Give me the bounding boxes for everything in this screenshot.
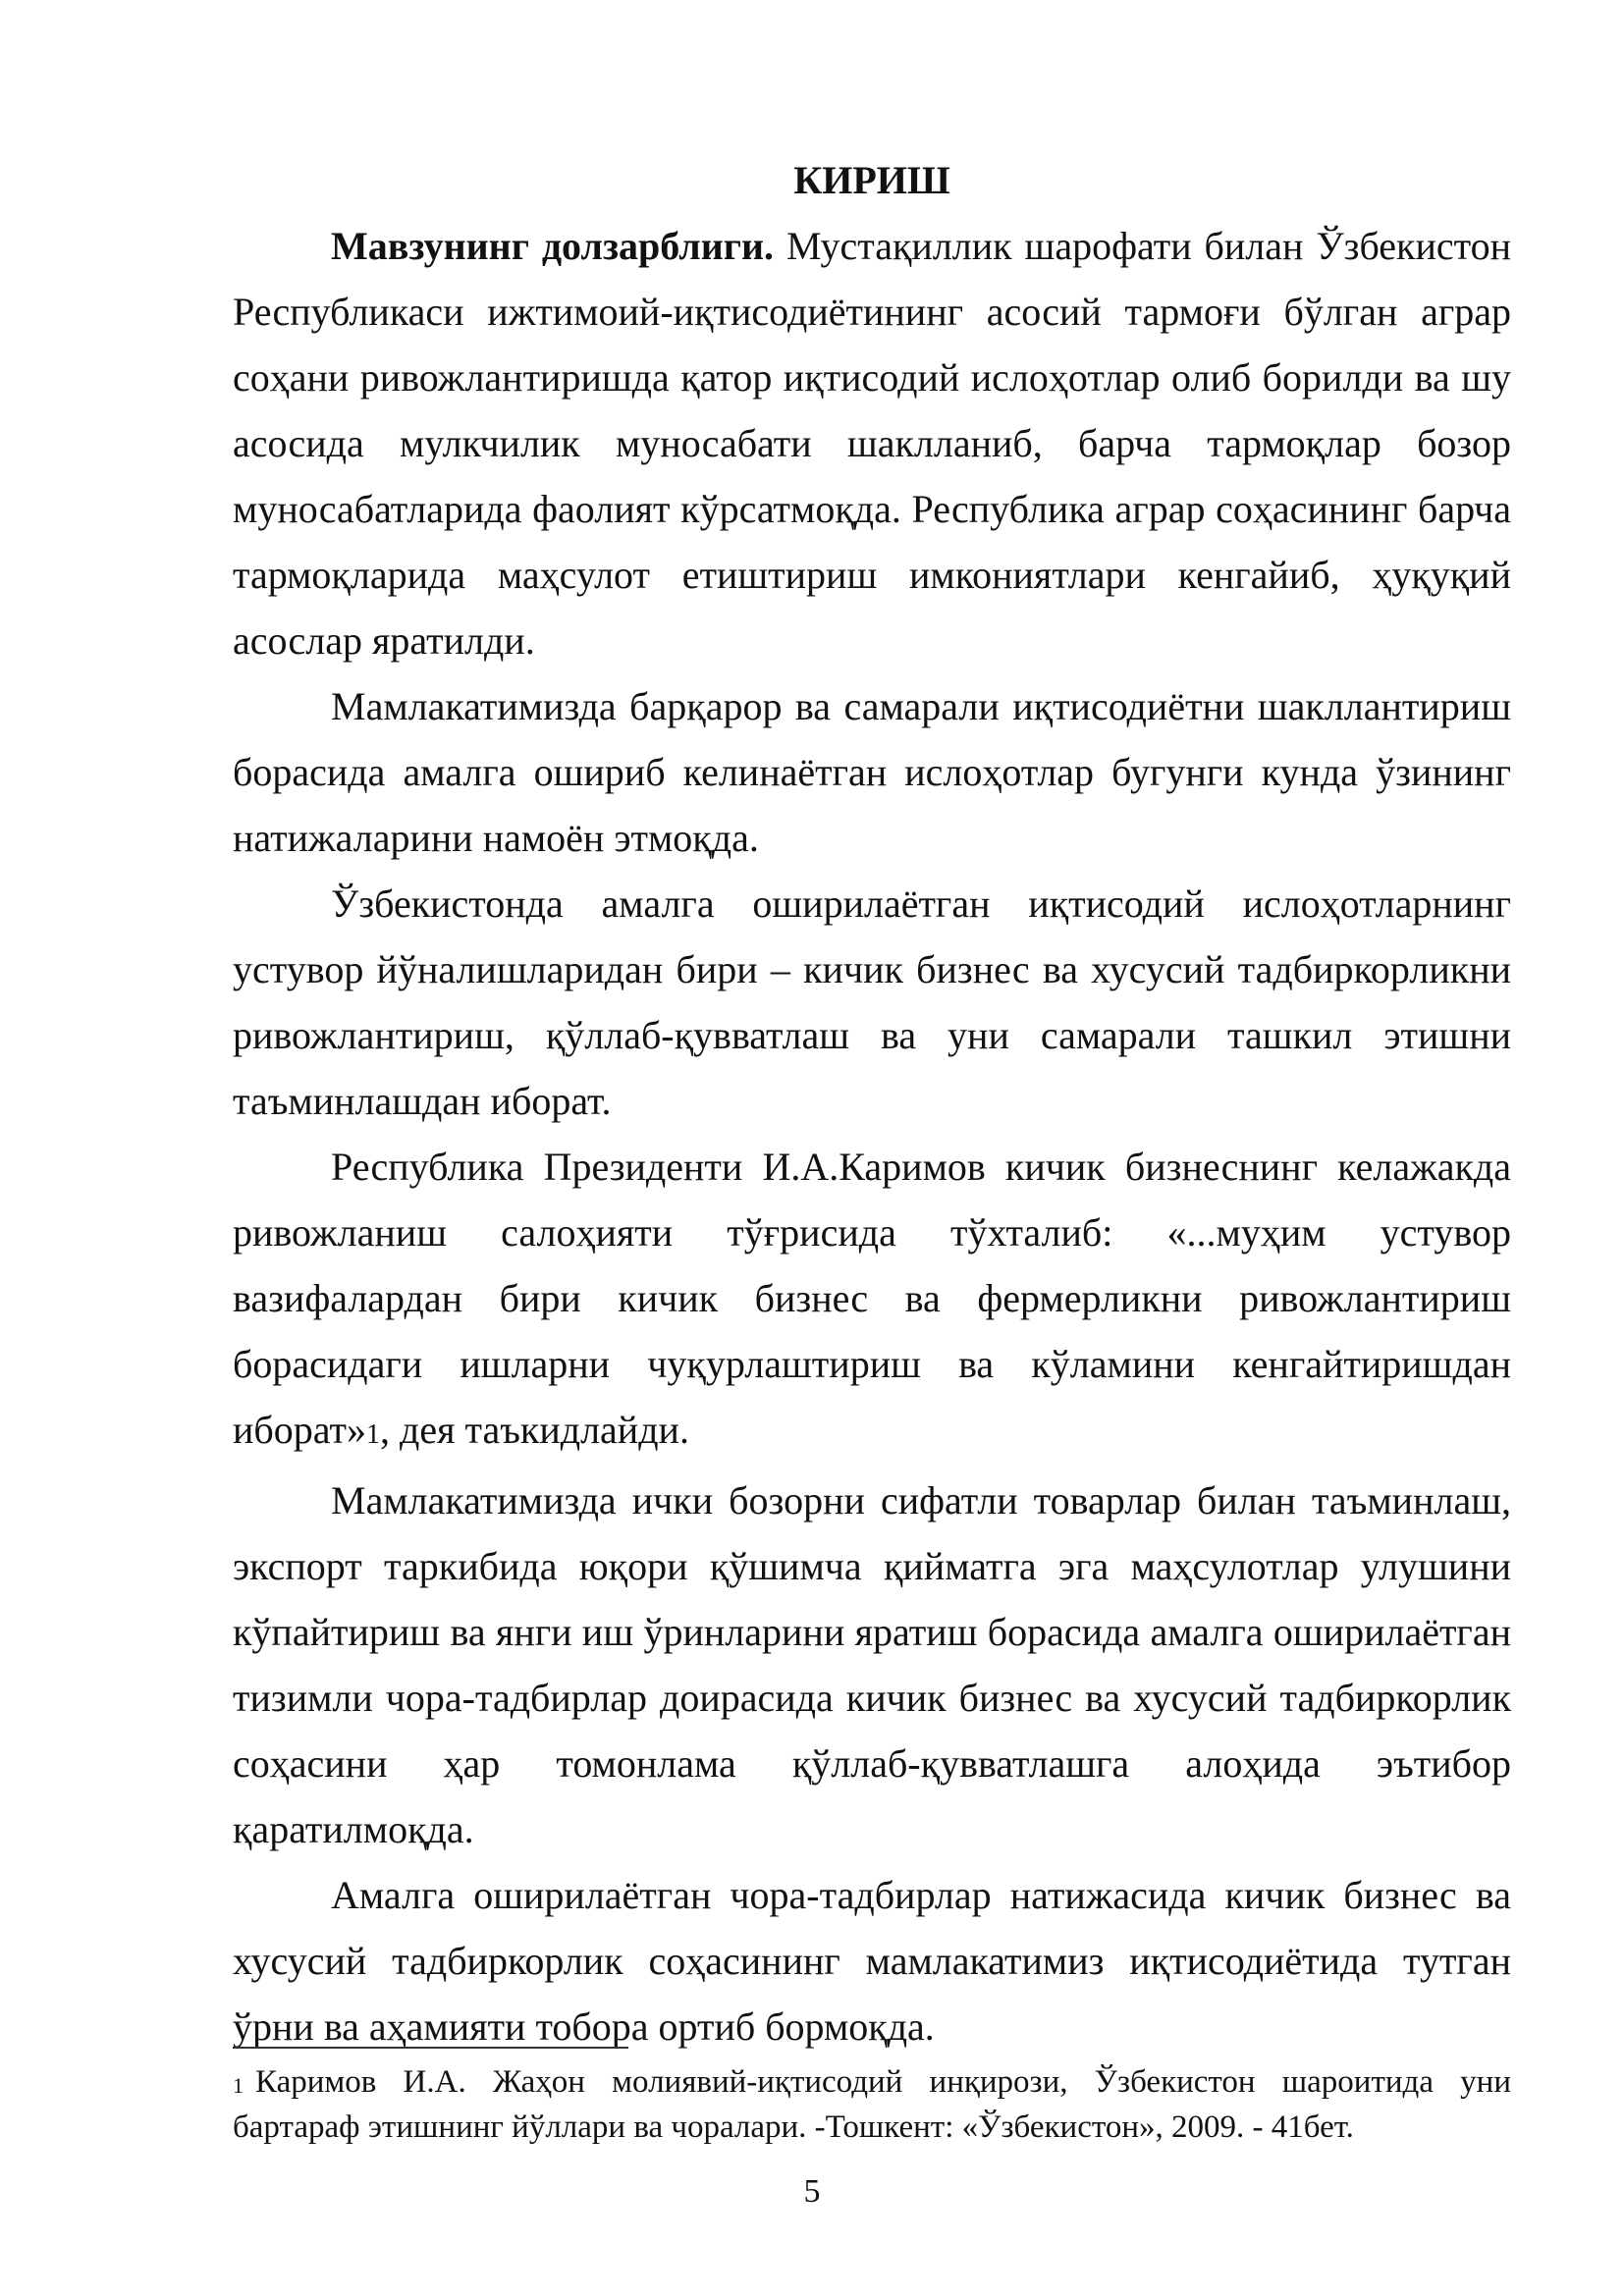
footnote <box>233 2059 1511 2150</box>
quote-tail: , дея таъкидлайди. <box>379 1408 689 1452</box>
paragraph-priorities: Ўзбекистонда амалга оширилаётган иқтисодий ислоҳотларнинг устувор йўналишларидан бири – кичик бизнес ва хусусий тадбиркорликни ривожлантириш, қўллаб-қувватлаш ва уни самарали ташкил этишни таъминлашдан иборат. <box>233 881 1511 1123</box>
relevance-lead-term: Мавзунинг долзарблиги. <box>331 224 774 268</box>
footnote-text: Каримов И.А. Жаҳон молиявий-иқтисодий инқирози, Ўзбекистон шароитида уни бартараф этишнинг йўллари ва чоралари. -Тошкент: «Ўзбекистон», 2009. - 41бет. <box>233 2064 1511 2145</box>
paragraph-domestic-market: Мамлакатимизда ички бозорни сифатли товарлар билан таъминлаш, экспорт таркибида юқори қўшимча қийматга эга маҳсулотлар улушини кўпайтириш ва янги иш ўринларини яратиш борасида амалга оширилаётган тизимли чора-тадбирлар доирасида кичик бизнес ва хусусий тадбиркорлик соҳасини ҳар томонлама қўллаб-қувватлашга алоҳида эътибор қаратилмоқда. <box>233 1478 1511 1851</box>
quote-text: Республика Президенти И.А.Каримов кичик бизнеснинг келажакда ривожланиш салоҳияти тўғрисида тўхталиб: «...муҳим устувор вазифалардан бири кичик бизнес ва фермерликни ривожлантириш борасидаги ишларни чуқурлаштириш ва кўламини кенгайтиришдан иборат» <box>233 1145 1511 1452</box>
paragraph-president-quote <box>233 1134 1511 1468</box>
body-text <box>233 147 1511 2059</box>
page-title: КИРИШ <box>793 158 950 202</box>
footnote-mark: 1 <box>233 2073 244 2098</box>
page-number: 5 <box>803 2173 821 2210</box>
paragraph-results: Амалга оширилаётган чора-тадбирлар натижасида кичик бизнес ва хусусий тадбиркорлик соҳасининг мамлакатимиз иқтисодиётида тутган ўрни ва аҳамияти тобора ортиб бормоқда. <box>233 1873 1511 2049</box>
footnote-reference[interactable]: 1 <box>365 1419 380 1450</box>
paragraph-relevance <box>233 213 1511 673</box>
relevance-text: Мустақиллик шарофати билан Ўзбекистон Республикаси ижтимоий-иқтисодиётининг асосий тармоғи бўлган аграр соҳани ривожлантиришда қатор иқтисодий ислоҳотлар олиб борилди ва шу асосида мулкчилик муносабати шаклланиб, барча тармоқлар бозор муносабатларида фаолият кўрсатмоқда. Республика аграр соҳасининг барча тармоқларида маҳсулот етиштириш имкониятлари кенгайиб, ҳуқуқий асослар яратилди. <box>233 224 1511 663</box>
paragraph-reforms: Мамлакатимизда барқарор ва самарали иқтисодиётни шакллантириш борасида амалга ошириб келинаётган ислоҳотлар бугунги кунда ўзининг натижаларини намоён этмоқда. <box>233 684 1511 860</box>
footnote-separator <box>233 2047 628 2049</box>
